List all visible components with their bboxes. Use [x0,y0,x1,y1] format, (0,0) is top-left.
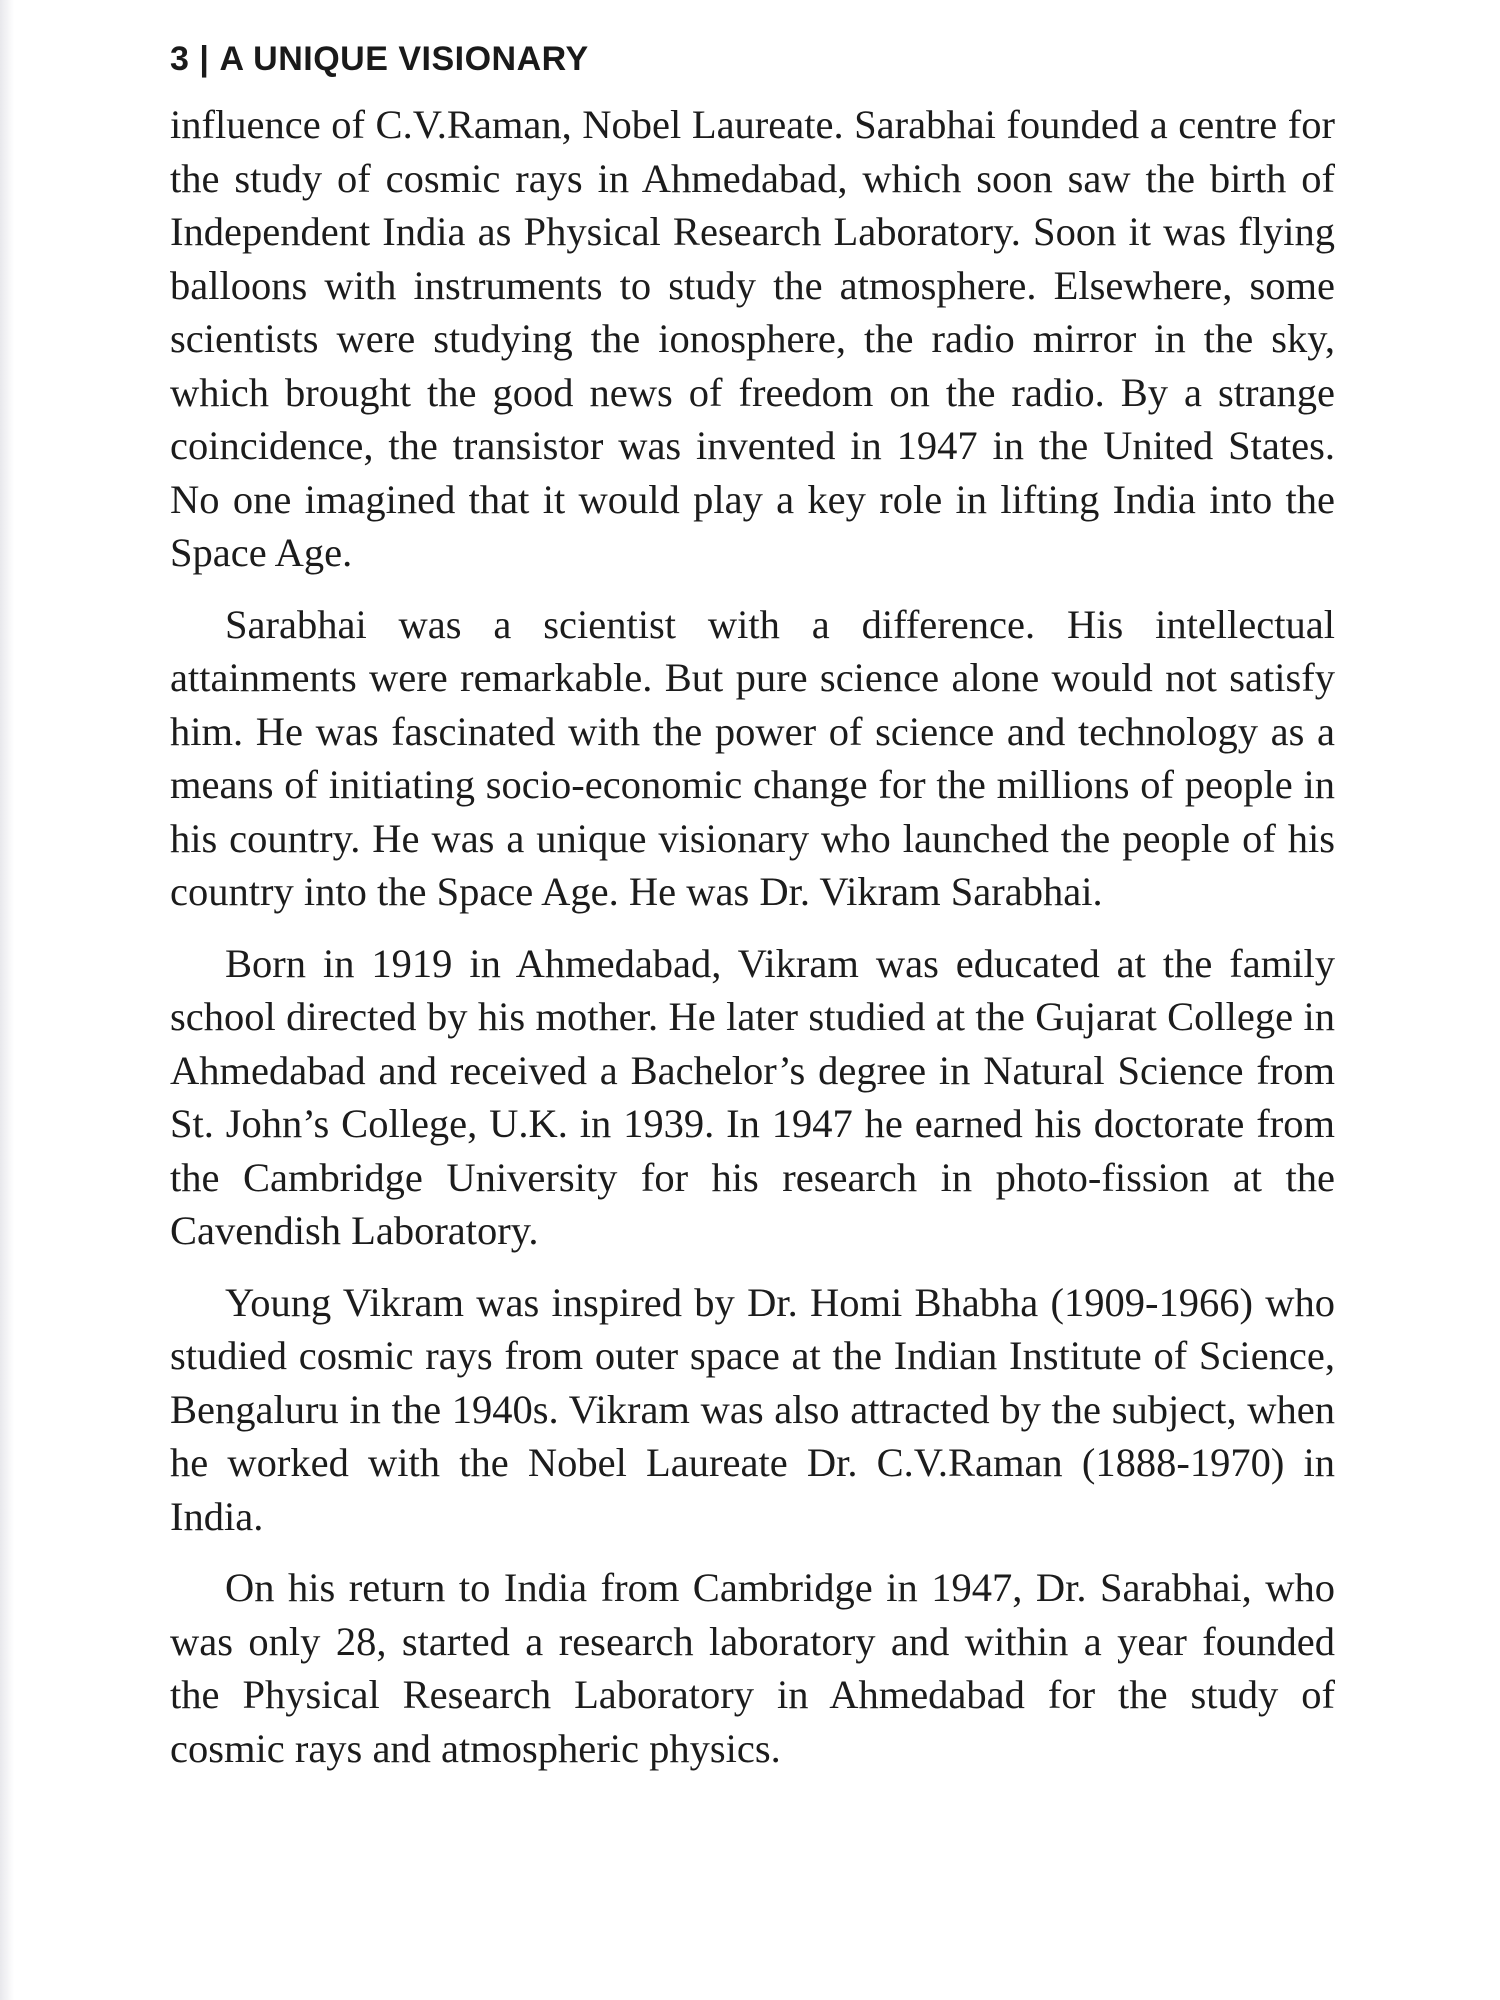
page-edge-shadow [0,0,14,2000]
running-header [170,40,589,79]
page-number: 3 [170,40,190,78]
paragraph-continuation: influence of C.V.Raman, Nobel Laureate. Sarabhai founded a centre for the study of cosmic rays in Ahmedabad, which soon saw the birth of Independent India as Physical Research Laboratory. Soon it was flying balloons with instruments to study the atmosphere. Elsewhere, some scientists were studying the ionosphere, the radio mirror in the sky, which brought the good news of freedom on the radio. By a strange coincidence, the transistor was invented in 1947 in the United States. No one imagined that it would play a key role in lifting India into the Space Age. [170,102,1335,575]
paragraph: Born in 1919 in Ahmedabad, Vikram was educated at the family school directed by his mother. He later studied at the Gujarat College in Ahmedabad and received a Bachelor’s degree in Natural Science from St. John’s College, U.K. in 1939. In 1947 he earned his doctorate from the Cambridge University for his research in photo-fission at the Cavendish Laboratory. [170,940,1335,1253]
paragraph: Sarabhai was a scientist with a difference. His intellectual attainments were remarkable. But pure science alone would not satisfy him. He was fascinated with the power of science and technology as a means of initiating socio-economic change for the millions of people in his country. He was a unique visionary who launched the people of his country into the Space Age. He was Dr. Vikram Sarabhai. [170,601,1335,914]
header-separator: | [199,40,210,78]
paragraph: Young Vikram was inspired by Dr. Homi Bhabha (1909-1966) who studied cosmic rays from outer space at the Indian Institute of Science, Bengaluru in the 1940s. Vikram was also attracted by the subject, when he worked with the Nobel Laureate Dr. C.V.Raman (1888-1970) in India. [170,1279,1335,1539]
paragraph: On his return to India from Cambridge in 1947, Dr. Sarabhai, who was only 28, started a research laboratory and within a year founded the Physical Research Laboratory in Ahmedabad for the study of cosmic rays and atmospheric physics. [170,1565,1335,1771]
chapter-title: A UNIQUE VISIONARY [219,40,589,78]
body-text [170,98,1335,1793]
